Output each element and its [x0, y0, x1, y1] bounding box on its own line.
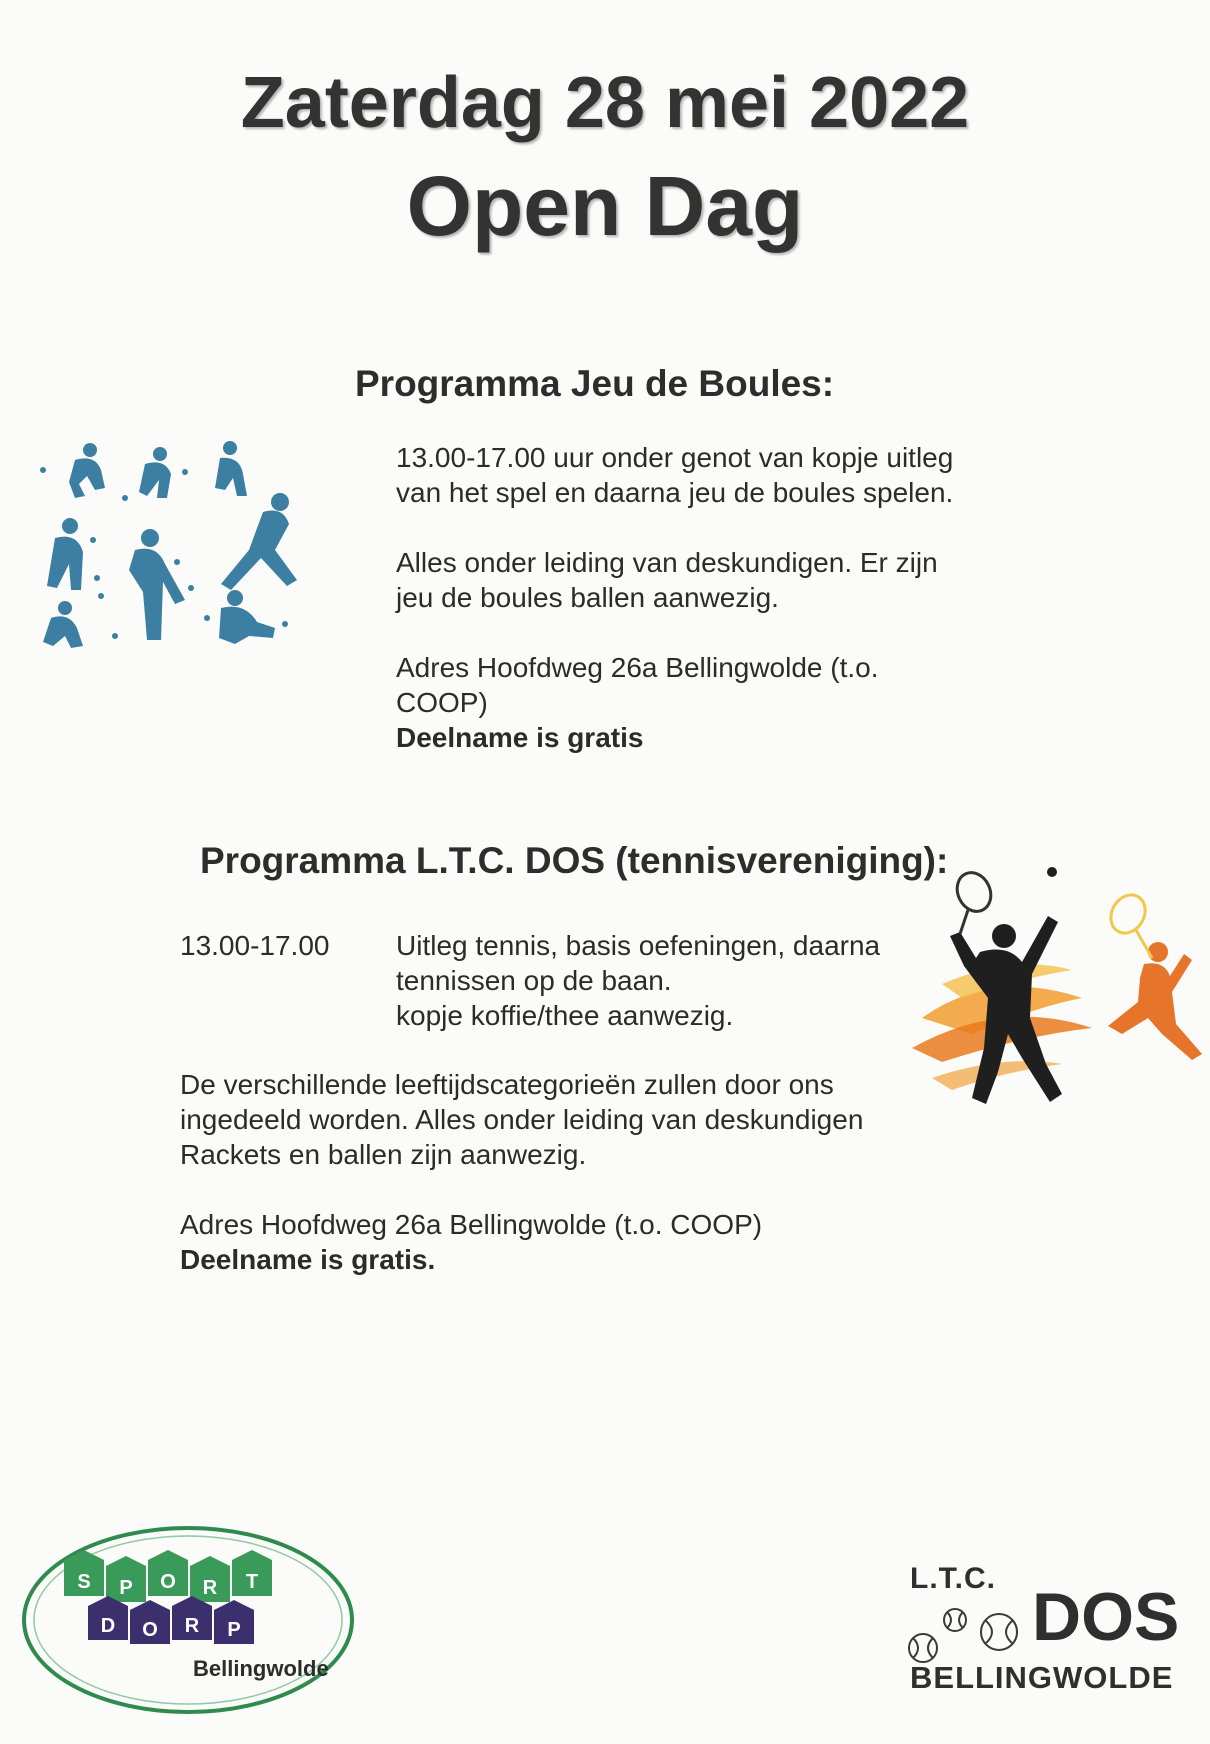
sportdorp-top-letter-2: O [160, 1571, 176, 1593]
ltc-abbr: L.T.C. [910, 1562, 996, 1595]
tennis-heading: Programma L.T.C. DOS (tennisvereniging): [200, 840, 949, 881]
boules-time-line1: 13.00-17.00 uur onder genot van kopje uitleg [396, 442, 954, 473]
tennis-address: Adres Hoofdweg 26a Bellingwolde (t.o. COOP) [180, 1209, 763, 1240]
tennis-players-icon [912, 858, 1210, 1118]
tennis-info [180, 1067, 940, 1277]
boules-free-note: Deelname is gratis [396, 722, 644, 753]
sportdorp-bottom-letter-2: R [184, 1615, 200, 1637]
sportdorp-top-letter-3: R [202, 1577, 218, 1599]
tennis-free-note: Deelname is gratis. [180, 1244, 436, 1275]
sportdorp-top-letter-0: S [77, 1571, 91, 1593]
sportdorp-top-letter-1: P [119, 1577, 133, 1599]
sportdorp-town: Bellingwolde [193, 1656, 329, 1681]
sportdorp-logo [18, 1520, 358, 1720]
tennis-info-line1: De verschillende leeftijdscategorieën zullen door ons [180, 1069, 834, 1100]
sportdorp-bottom-letter-3: P [227, 1619, 241, 1641]
petanque-players-icon [35, 440, 325, 670]
boules-lead-line1: Alles onder leiding van deskundigen. Er zijn [396, 547, 938, 578]
tennis-balls-icon [905, 1598, 1025, 1668]
ltc-town: BELLINGWOLDE [910, 1660, 1174, 1695]
boules-lead-line2: jeu de boules ballen aanwezig. [396, 582, 779, 613]
tennis-info-line3: Rackets en ballen zijn aanwezig. [180, 1139, 587, 1170]
boules-time-line2: van het spel en daarna jeu de boules spelen. [396, 477, 954, 508]
tennis-info-line2: ingedeeld worden. Alles onder leiding van deskundigen [180, 1104, 864, 1135]
boules-details [396, 440, 1016, 755]
sportdorp-top-letter-4: T [245, 1571, 259, 1593]
event-title: Open Dag [406, 159, 804, 253]
date-title: Zaterdag 28 mei 2022 [240, 63, 970, 143]
sportdorp-bottom-letter-1: O [142, 1619, 158, 1641]
tennis-activity-line1: Uitleg tennis, basis oefeningen, daarna [396, 930, 881, 961]
boules-address-line1: Adres Hoofdweg 26a Bellingwolde (t.o. [396, 652, 879, 683]
tennis-activity-line2: tennissen op de baan. [396, 965, 672, 996]
ltc-name: DOS [1032, 1579, 1180, 1655]
boules-address-line2: COOP) [396, 687, 488, 718]
tennis-activity-line3: kopje koffie/thee aanwezig. [396, 1000, 734, 1031]
tennis-time: 13.00-17.00 [180, 930, 330, 961]
sportdorp-bottom-letter-0: D [100, 1615, 116, 1637]
boules-heading: Programma Jeu de Boules: [355, 363, 835, 404]
tennis-activity [396, 928, 956, 1033]
